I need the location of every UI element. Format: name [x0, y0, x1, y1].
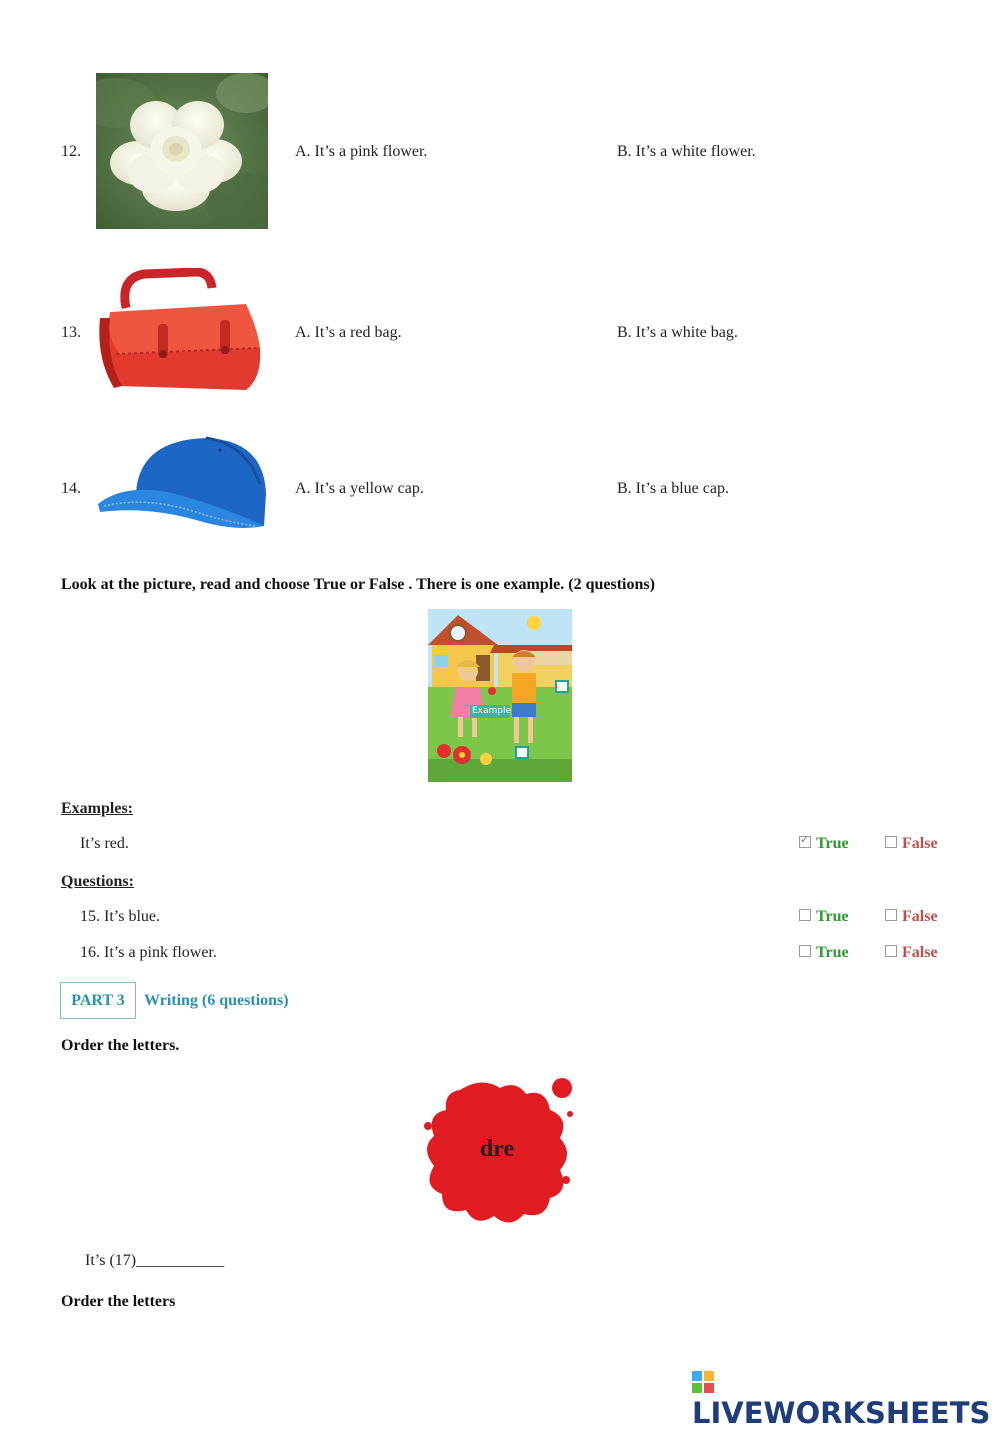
blue-cap-image: [96, 434, 268, 532]
option-b: B. It’s a white flower.: [617, 143, 756, 160]
example-true-option[interactable]: ✓ True: [799, 835, 849, 853]
example-sentence: It’s red.: [80, 835, 129, 852]
part-label: PART 3: [60, 982, 136, 1019]
checkbox-icon[interactable]: [799, 909, 811, 921]
liveworksheets-logo: [692, 1374, 1000, 1430]
question-15-text: 15. It’s blue.: [80, 908, 160, 925]
checkbox-icon[interactable]: [885, 909, 897, 921]
option-a: A. It’s a yellow cap.: [295, 480, 424, 497]
checkbox-icon[interactable]: [885, 836, 897, 848]
checkbox-icon[interactable]: [885, 945, 897, 957]
order-letters-instruction-2: Order the letters: [61, 1293, 176, 1310]
question-16-true-option[interactable]: True: [799, 944, 849, 962]
option-a: A. It’s a red bag.: [295, 324, 402, 341]
answer-sentence-17[interactable]: It’s (17)___________: [85, 1252, 225, 1269]
red-bag-image: [96, 268, 264, 396]
example-label: Example: [472, 706, 512, 716]
option-b: B. It’s a white bag.: [617, 324, 738, 341]
liveworksheets-icon: [692, 1371, 714, 1393]
example-false-option[interactable]: False: [885, 835, 938, 853]
question-number: 13.: [61, 324, 81, 341]
questions-heading: Questions:: [61, 873, 134, 890]
option-a: A. It’s a pink flower.: [295, 143, 428, 160]
scrambled-word: dre: [479, 1136, 515, 1162]
brand-name: LIVEWORKSHEETS: [692, 1396, 991, 1430]
white-flower-image: [96, 73, 268, 229]
kids-garden-picture: [428, 609, 572, 782]
question-16-text: 16. It’s a pink flower.: [80, 944, 217, 961]
question-number: 14.: [61, 480, 81, 497]
question-number: 12.: [61, 143, 81, 160]
question-15-true-option[interactable]: True: [799, 908, 849, 926]
question-15-false-option[interactable]: False: [885, 908, 938, 926]
examples-heading: Examples:: [61, 800, 133, 817]
checkbox-checked-icon[interactable]: [799, 836, 811, 848]
red-paint-splat-image: [420, 1076, 574, 1230]
part-title: Writing (6 questions): [144, 992, 289, 1009]
true-false-instruction: Look at the picture, read and choose True or False . There is one example. (2 questions): [61, 576, 655, 593]
option-b: B. It’s a blue cap.: [617, 480, 729, 497]
checkbox-icon[interactable]: [799, 945, 811, 957]
order-letters-instruction: Order the letters.: [61, 1037, 180, 1054]
question-16-false-option[interactable]: False: [885, 944, 938, 962]
